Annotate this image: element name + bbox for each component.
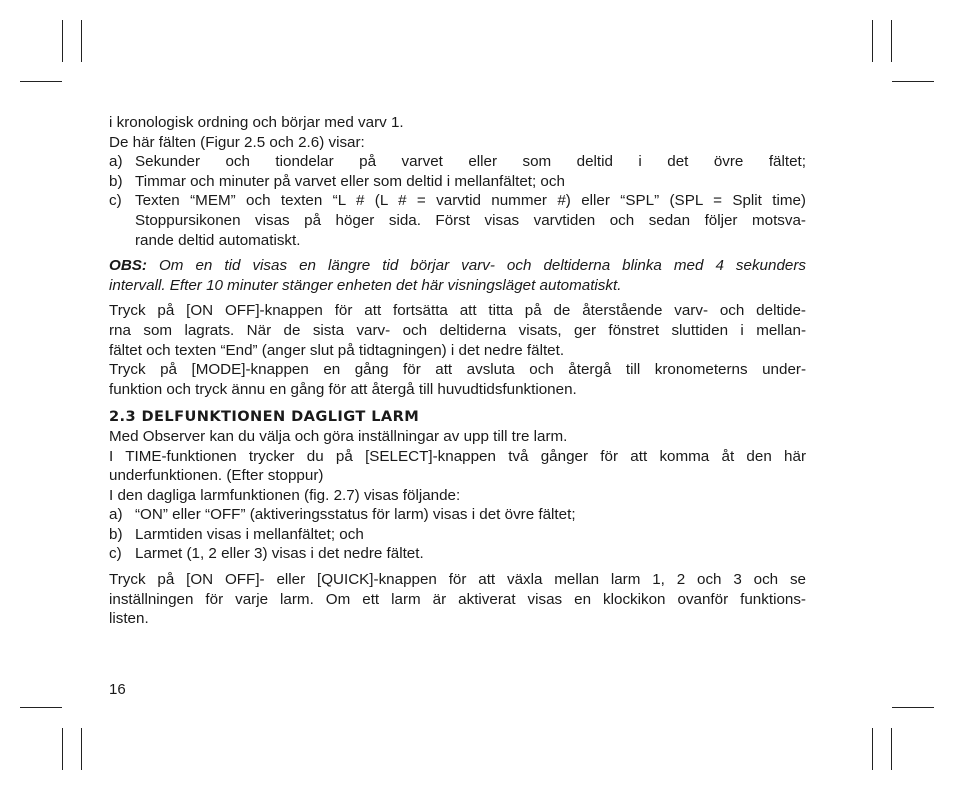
- list-item-text: Larmtiden visas i mellanfältet; och: [135, 525, 364, 543]
- paragraph-line: funktion och tryck ännu en gång för att återgå till huvudtidsfunktionen.: [109, 380, 577, 398]
- paragraph-line: fältet och texten “End” (anger slut på tidtagningen) i det nedre fältet.: [109, 341, 565, 359]
- crop-mark-bottom-left-horizontal: [20, 707, 62, 708]
- list-marker: a): [109, 153, 123, 171]
- list-marker: b): [109, 172, 123, 190]
- paragraph-line: Med Observer kan du välja och göra inställningar av upp till tre larm.: [109, 427, 568, 445]
- obs-text: Om en tid visas en längre tid börjar varv- och deltiderna blinka med 4 sekunders: [146, 257, 806, 275]
- list-item-text: “ON” eller “OFF” (aktiveringsstatus för larm) visas i det övre fältet;: [135, 506, 576, 524]
- paragraph-line: listen.: [109, 610, 149, 628]
- crop-mark-bottom-right-outer: [891, 728, 892, 770]
- paragraph-line: inställningen för varje larm. Om ett larm är aktiverat visas en klockikon ovanför funktions-: [109, 590, 806, 608]
- list-item-text: Texten “MEM” och texten “L # (L # = varvtid nummer #) eller “SPL” (SPL = Split time): [135, 192, 806, 210]
- list-item-text: Timmar och minuter på varvet eller som deltid i mellanfältet; och: [135, 172, 565, 190]
- paragraph-line: Tryck på [ON OFF]- eller [QUICK]-knappen för att växla mellan larm 1, 2 och 3 och se: [109, 571, 806, 589]
- list-marker: c): [109, 192, 122, 210]
- crop-mark-top-right-inner: [872, 20, 873, 62]
- crop-mark-top-right-outer: [891, 20, 892, 62]
- crop-mark-bottom-right-inner: [872, 728, 873, 770]
- list-item-text: Larmet (1, 2 eller 3) visas i det nedre fältet.: [135, 545, 424, 563]
- list-item-text-continued: Stoppursikonen visas på höger sida. Först visas varvtiden och sedan följer motsva-: [135, 211, 806, 229]
- list-item: [109, 544, 806, 564]
- list-item: [109, 191, 806, 211]
- crop-mark-top-left-inner: [81, 20, 82, 62]
- list-marker: c): [109, 545, 122, 563]
- obs-label: OBS:: [109, 257, 147, 275]
- crop-mark-bottom-right-horizontal: [892, 707, 934, 708]
- obs-note-line: [109, 256, 806, 276]
- section-heading: 2.3 DELFUNKTIONEN DAGLIGT LARM: [109, 408, 420, 426]
- fields-intro: De här fälten (Figur 2.5 och 2.6) visar:: [109, 133, 365, 151]
- crop-mark-top-left-horizontal: [20, 81, 62, 82]
- list-item: [109, 172, 806, 192]
- paragraph-line: I TIME-funktionen trycker du på [SELECT]-knappen två gånger för att komma åt den här: [109, 447, 806, 465]
- crop-mark-bottom-left-outer: [62, 728, 63, 770]
- paragraph-line: Tryck på [ON OFF]-knappen för att fortsätta att titta på de återstående varv- och deltide-: [109, 302, 806, 320]
- paragraph-line: I den dagliga larmfunktionen (fig. 2.7) visas följande:: [109, 486, 461, 504]
- list-item: [109, 525, 806, 545]
- paragraph-line: underfunktionen. (Efter stoppur): [109, 467, 324, 485]
- list-item: [109, 505, 806, 525]
- page-body: [109, 113, 806, 629]
- paragraph-line: rna som lagrats. När de sista varv- och deltiderna visats, ger fönstret sluttiden i mellan-: [109, 321, 806, 339]
- paragraph-line: Tryck på [MODE]-knappen en gång för att avsluta och återgå till kronometerns under-: [109, 361, 806, 379]
- crop-mark-bottom-left-inner: [81, 728, 82, 770]
- list-item-text-continued: rande deltid automatiskt.: [135, 231, 301, 249]
- list-item: [109, 152, 806, 172]
- list-marker: a): [109, 506, 123, 524]
- page-number: 16: [109, 681, 126, 698]
- crop-mark-top-right-horizontal: [892, 81, 934, 82]
- crop-mark-top-left-outer: [62, 20, 63, 62]
- obs-note-line: intervall. Efter 10 minuter stänger enheten det här visningsläget automatiskt.: [109, 276, 622, 294]
- list-marker: b): [109, 525, 123, 543]
- list-item-text: Sekunder och tiondelar på varvet eller som deltid i det övre fältet;: [135, 153, 806, 171]
- paragraph-continuation: i kronologisk ordning och börjar med varv 1.: [109, 114, 404, 131]
